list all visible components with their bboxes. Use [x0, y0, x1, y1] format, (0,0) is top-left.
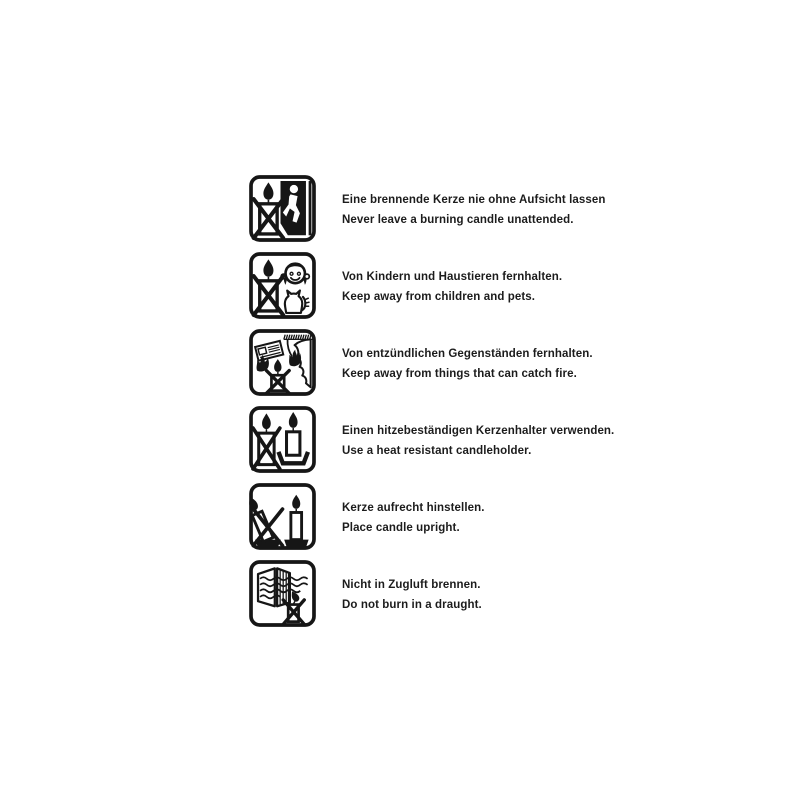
safety-text-de: Von entzündlichen Gegenständen fernhalten. — [342, 348, 593, 360]
safety-row-candleholder — [249, 406, 649, 473]
safety-row-unattended — [249, 175, 649, 242]
safety-text — [342, 422, 614, 461]
safety-text-en: Never leave a burning candle unattended. — [342, 213, 574, 226]
safety-text — [342, 345, 593, 384]
safety-text-de: Nicht in Zugluft brennen. — [342, 579, 481, 591]
keep-away-children-pets-icon — [249, 252, 316, 319]
safety-row-flammable — [249, 329, 649, 396]
use-heat-resistant-candleholder-icon — [249, 406, 316, 473]
safety-row-upright — [249, 483, 649, 550]
safety-text — [342, 499, 485, 538]
safety-text-de: Einen hitzebeständigen Kerzenhalter verwenden. — [342, 425, 615, 437]
safety-text — [342, 576, 482, 615]
safety-text-en: Do not burn in a draught. — [342, 598, 482, 611]
safety-text — [342, 191, 606, 230]
place-candle-upright-icon — [249, 483, 316, 550]
safety-row-children-pets — [249, 252, 649, 319]
safety-text-de: Eine brennende Kerze nie ohne Aufsicht lassen — [342, 194, 606, 206]
safety-text-de: Kerze aufrecht hinstellen. — [342, 502, 485, 514]
safety-text — [342, 268, 562, 307]
safety-text-de: Von Kindern und Haustieren fernhalten. — [342, 271, 563, 283]
never-leave-unattended-icon — [249, 175, 316, 242]
safety-text-en: Use a heat resistant candleholder. — [342, 444, 532, 457]
keep-away-flammable-icon — [249, 329, 316, 396]
safety-row-draught — [249, 560, 649, 627]
do-not-burn-in-draught-icon — [249, 560, 316, 627]
safety-text-en: Keep away from children and pets. — [342, 290, 536, 303]
candle-safety-instructions — [249, 175, 649, 637]
safety-text-en: Keep away from things that can catch fire. — [342, 367, 577, 380]
safety-text-en: Place candle upright. — [342, 521, 460, 534]
